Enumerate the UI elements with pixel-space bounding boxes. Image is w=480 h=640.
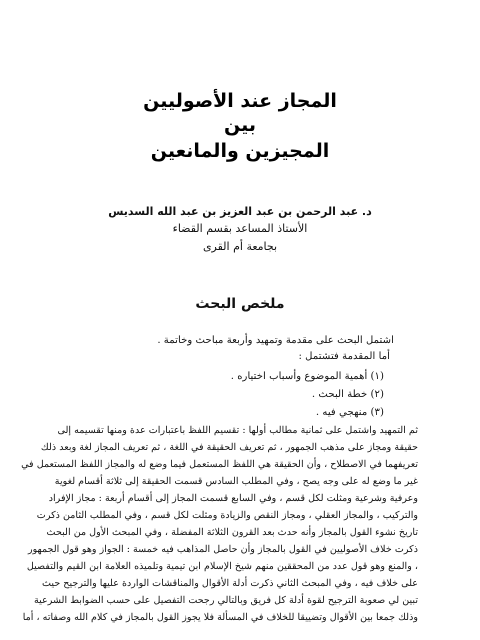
abstract-intro: اشتمل البحث على مقدمة وتمهيد وأربعة مباحث وخاتمة . <box>157 335 394 346</box>
author-university: بجامعة أم القرى <box>202 240 278 253</box>
list-item: (٣) منهجي فيه . <box>315 407 384 418</box>
abstract-body-line: وذلك جمعا بين الأقوال وتضييقا للخلاف في المسألة فلا يجوز القول بالمجاز في كلام الله وصفاته ، أما <box>22 612 418 623</box>
document-title-line-2: بين <box>224 114 256 136</box>
abstract-body-line: تعريفهما في الاصطلاح ، وأن الحقيقة هي اللفظ المستعمل فيما وضع له والمجاز اللفظ المستعمل في <box>21 459 418 470</box>
abstract-intro-sub: أما المقدمة فتشتمل : <box>298 351 390 362</box>
document-title-line-3: المجيزين والمانعين <box>150 140 330 162</box>
abstract-body-line: تاريخ نشوء القول بالمجاز وأنه حدث بعد القرون الثلاثة المفضلة ، وفي المبحث الأول من البحث <box>46 527 418 538</box>
abstract-body-line: ، والمنع وهو قول عدد من المحققين منهم شيخ الإسلام ابن تيمية وتلميذه العلامة ابن القيم والتفصيل <box>26 561 418 572</box>
abstract-body-line: ثم التمهيد واشتمل على ثمانية مطالب أولها : تقسيم اللفظ باعتبارات عدة ومنها تقسيمه إلى <box>57 425 418 436</box>
abstract-body-line: والتركيب ، والمجاز العقلي ، ومجاز النقص والزيادة ومثلت لكل قسم ، وفي المطلب الثامن ذكرت <box>36 510 418 521</box>
abstract-heading: ملخص البحث <box>195 296 285 312</box>
abstract-body-line: حقيقة ومجاز على مذهب الجمهور ، ثم تعريف الحقيقة في اللغة ، ثم تعريف المجاز لغة وبعد ذلك <box>40 442 418 453</box>
abstract-body-line: على خلاف فيه ، وفي المبحث الثاني ذكرت أدلة الأقوال والمناقشات الواردة عليها والترجيح حيث <box>42 578 418 589</box>
author-name: د. عبد الرحمن بن عبد العزيز بن عبد الله السديس <box>108 205 372 218</box>
document-title-line-1: المجاز عند الأصوليين <box>143 90 337 112</box>
abstract-body-line: تبين لي صعوبة الترجيح لقوة أدلة كل فريق وبالتالي رجحت التفصيل على حسب الضوابط الشرعية <box>33 595 418 606</box>
author-position: الأستاذ المساعد بقسم القضاء <box>172 222 308 235</box>
abstract-body-line: وعرفية وشرعية ومثلت لكل قسم ، وفي السابع قسمت المجاز إلى أقسام أربعة : مجاز الإفراد <box>48 493 418 504</box>
abstract-body-line: ذكرت خلاف الأصوليين في القول بالمجاز وأن حاصل المذاهب فيه خمسة : الجواز وهو قول الجمهور <box>27 544 418 555</box>
list-item: (٢) خطة البحث . <box>311 389 384 400</box>
abstract-body-line: غير ما وضع له على وجه يصح ، وفي المطلب السادس قسمت الحقيقة إلى ثلاثة أقسام لغوية <box>54 476 418 487</box>
list-item: (١) أهمية الموضوع وأسباب اختياره . <box>230 371 384 382</box>
